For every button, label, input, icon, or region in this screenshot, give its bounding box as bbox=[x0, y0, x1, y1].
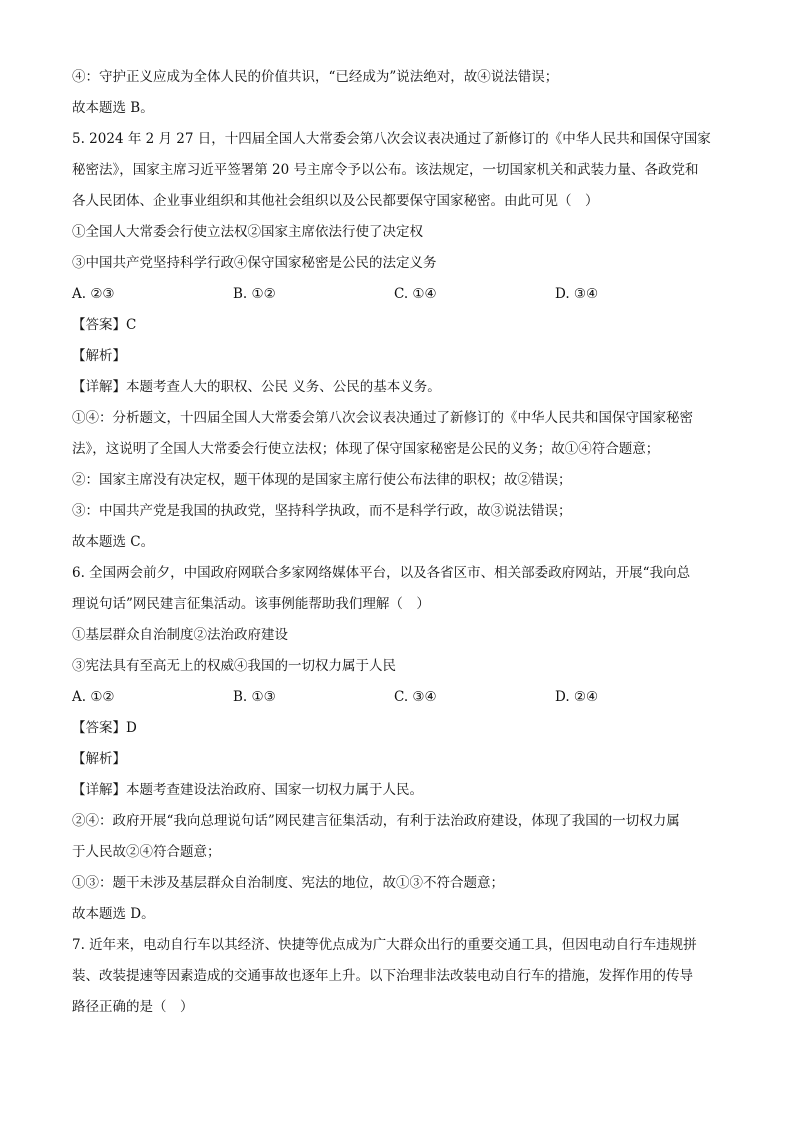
option-d: D. ③④ bbox=[555, 286, 599, 302]
options-row bbox=[72, 279, 722, 310]
answer-label: 【答案】C bbox=[72, 317, 137, 333]
explanation-line: ①④：分析题文，十四届全国人大常委会第八次会议表决通过了新修订的《中华人民共和国保守国家秘密 bbox=[72, 410, 693, 426]
option-c: C. ③④ bbox=[394, 689, 437, 705]
analysis-label: 【解析】 bbox=[72, 348, 126, 364]
statements-line: ③宪法具有至高无上的权威④我国的一切权力属于人民 bbox=[72, 658, 396, 674]
statements-line: ③中国共产党坚持科学行政④保守国家秘密是公民的法定义务 bbox=[72, 255, 437, 271]
option-c: C. ①④ bbox=[394, 286, 437, 302]
explanation-line: ②④：政府开展“我向总理说句话”网民建言征集活动，有利于法治政府建设，体现了我国的一切权力属 bbox=[72, 813, 680, 829]
question-stem-line: 5. 2024 年 2 月 27 日，十四届全国人大常委会第八次会议表决通过了新修订的《中华人民共和国保守国家 bbox=[72, 131, 711, 147]
option-a: A. ①② bbox=[72, 689, 115, 705]
options-row bbox=[72, 682, 722, 713]
option-b: B. ①② bbox=[233, 286, 276, 302]
question-4-tail bbox=[72, 62, 722, 124]
question-stem-line: 路径正确的是（ ） bbox=[72, 999, 194, 1015]
conclusion-text: 故本题选 C。 bbox=[72, 534, 155, 550]
question-stem-line: 秘密法》，国家主席习近平签署第 20 号主席令予以公布。该法规定，一切国家机关和武装力量、各政党和 bbox=[72, 162, 699, 178]
conclusion-text: 故本题选 B。 bbox=[72, 100, 154, 116]
explanation-item-4: ④：守护正义应成为全体人民的价值共识，“已经成为”说法绝对，故④说法错误； bbox=[72, 69, 559, 85]
option-b: B. ①③ bbox=[233, 689, 276, 705]
explanation-line: ②：国家主席没有决定权，题干体现的是国家主席行使公布法律的职权；故②错误； bbox=[72, 472, 572, 488]
detail-intro: 【详解】本题考查建设法治政府、国家一切权力属于人民。 bbox=[72, 782, 423, 798]
statements-line: ①全国人大常委会行使立法权②国家主席依法行使了决定权 bbox=[72, 224, 423, 240]
question-stem-line: 装、改装提速等因素造成的交通事故也逐年上升。以下治理非法改装电动自行车的措施，发挥作用的传导 bbox=[72, 968, 693, 984]
question-6 bbox=[72, 558, 722, 930]
document-page bbox=[72, 62, 722, 1023]
question-stem-line: 理说句话”网民建言征集活动。该事例能帮助我们理解（ ） bbox=[72, 596, 430, 612]
explanation-line: ①③：题干未涉及基层群众自治制度、宪法的地位，故①③不符合题意； bbox=[72, 875, 504, 891]
answer-label: 【答案】D bbox=[72, 720, 137, 736]
question-7 bbox=[72, 930, 722, 1023]
explanation-line: ③：中国共产党是我国的执政党，坚持科学执政，而不是科学行政，故③说法错误； bbox=[72, 503, 572, 519]
statements-line: ①基层群众自治制度②法治政府建设 bbox=[72, 627, 288, 643]
option-d: D. ②④ bbox=[555, 689, 599, 705]
question-stem-line: 各人民团体、企业事业组织和其他社会组织以及公民都要保守国家秘密。由此可见（ ） bbox=[72, 193, 599, 209]
conclusion-text: 故本题选 D。 bbox=[72, 906, 155, 922]
question-stem-line: 7. 近年来，电动自行车以其经济、快捷等优点成为广大群众出行的重要交通工具，但因电动自行车违规拼 bbox=[72, 937, 697, 953]
detail-intro: 【详解】本题考查人大的职权、公民 义务、公民的基本义务。 bbox=[72, 379, 441, 395]
explanation-line: 法》，这说明了全国人大常委会行使立法权；体现了保守国家秘密是公民的义务；故①④符合题意； bbox=[72, 441, 660, 457]
question-stem-line: 6. 全国两会前夕，中国政府网联合多家网络媒体平台，以及各省区市、相关部委政府网站，开展“我向总 bbox=[72, 565, 691, 581]
option-a: A. ②③ bbox=[72, 286, 115, 302]
question-5 bbox=[72, 124, 722, 558]
explanation-line: 于人民故②④符合题意； bbox=[72, 844, 221, 860]
analysis-label: 【解析】 bbox=[72, 751, 126, 767]
